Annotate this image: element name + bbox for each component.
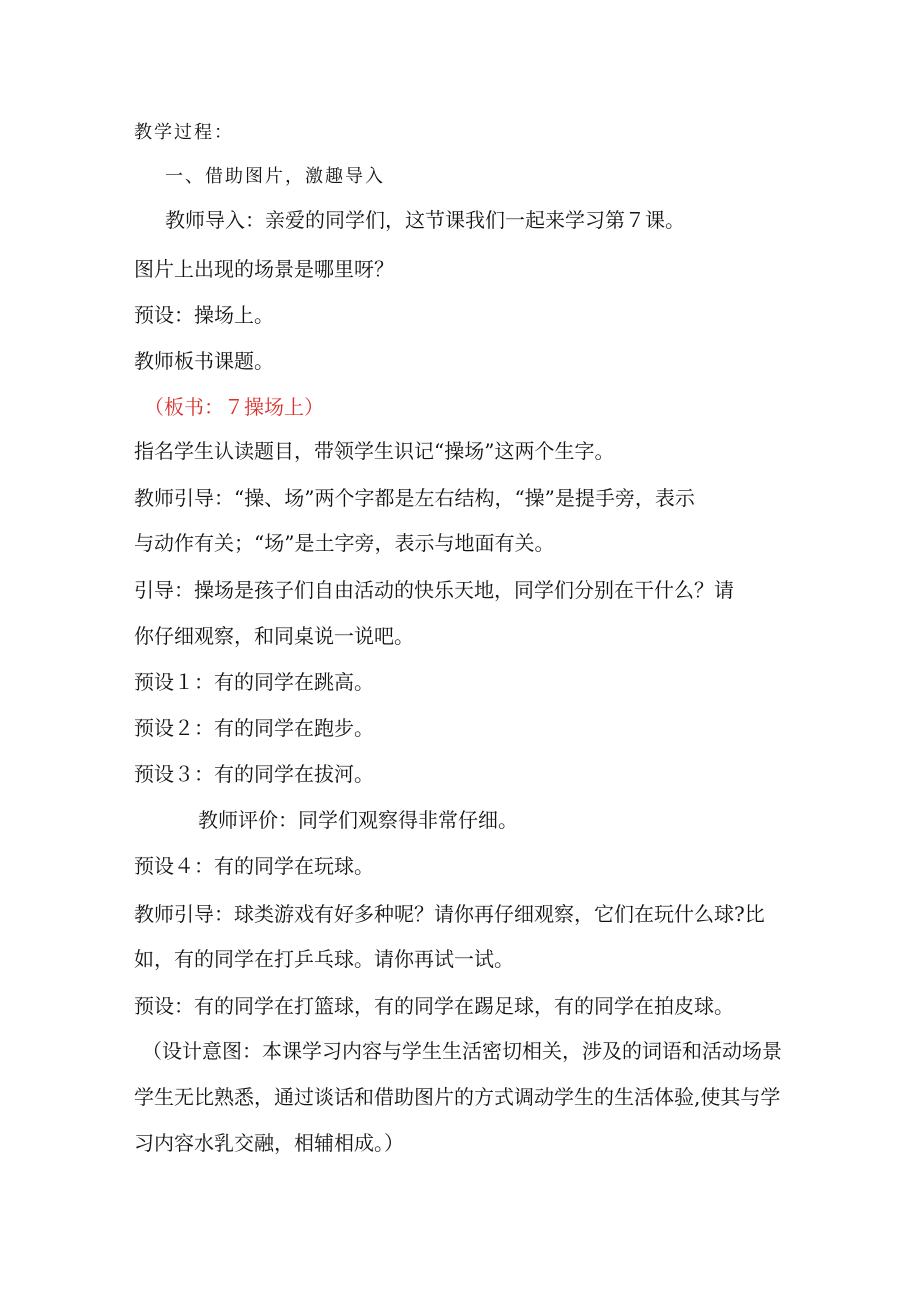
design-intent-line: （设计意图：本课学习内容与学生生活密切相关，涉及的词语和活动场景 xyxy=(142,1039,782,1063)
board-note: （板书：７操场上） xyxy=(144,395,324,419)
paragraph-line: 你仔细观察，和同桌说一说吧。 xyxy=(134,624,414,648)
subheading: 一、借助图片，激趣导入 xyxy=(165,166,385,187)
paragraph-line: 教师导入：亲爱的同学们，这节课我们一起来学习第７课。 xyxy=(165,208,685,232)
paragraph-line: 预设４：有的同学在玩球。 xyxy=(134,854,374,878)
paragraph-line: 与动作有关；“场”是土字旁，表示与地面有关。 xyxy=(134,531,555,555)
paragraph-line: 预设３：有的同学在拔河。 xyxy=(134,762,374,786)
paragraph-line: 如，有的同学在打乒乓球。请你再试一试。 xyxy=(134,947,514,971)
design-intent-line: 习内容水乳交融，相辅相成。） xyxy=(134,1131,404,1155)
section-title: 教学过程： xyxy=(134,122,234,143)
paragraph-line: 引导：操场是孩子们自由活动的快乐天地，同学们分别在干什么？请 xyxy=(134,578,734,602)
paragraph-line: 图片上出现的场景是哪里呀？ xyxy=(134,257,394,281)
paragraph-line: 教师评价：同学们观察得非常仔细。 xyxy=(198,808,518,832)
paragraph-line: 预设：有的同学在打篮球，有的同学在踢足球，有的同学在拍皮球。 xyxy=(134,994,734,1018)
design-intent-line: 学生无比熟悉，通过谈话和借助图片的方式调动学生的生活体验,使其与学 xyxy=(134,1085,781,1109)
paragraph-line: 预设１：有的同学在跳高。 xyxy=(134,670,374,694)
paragraph-line: 指名学生认读题目，带领学生识记“操场”这两个生字。 xyxy=(134,439,615,463)
paragraph-line: 预设２：有的同学在跑步。 xyxy=(134,716,374,740)
paragraph-line: 教师引导：“操、场”两个字都是左右结构，“操”是提手旁，表示 xyxy=(134,486,695,510)
paragraph-line: 教师板书课题。 xyxy=(134,349,274,373)
paragraph-line: 预设：操场上。 xyxy=(134,303,274,327)
paragraph-line: 教师引导：球类游戏有好多种呢？请你再仔细观察，它们在玩什么球?比 xyxy=(134,902,765,926)
